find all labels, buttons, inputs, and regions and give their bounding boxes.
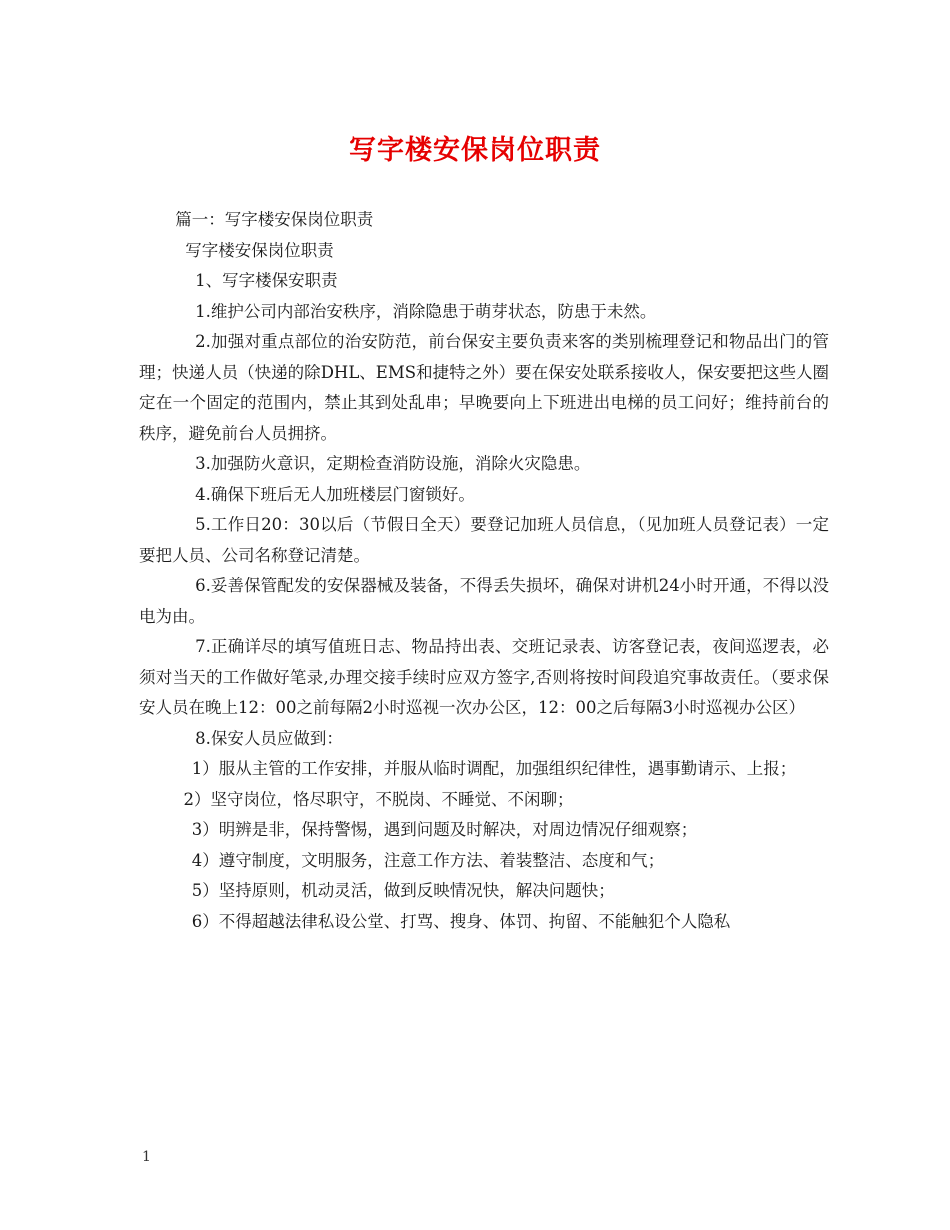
document-body — [139, 205, 829, 937]
paragraph: 2.加强对重点部位的治安防范，前台保安主要负责来客的类别梳理登记和物品出门的管理；快递人员（快递的除DHL、EMS和捷特之外）要在保安处联系接收人，保安要把这些人圈定在一个固定的范围内，禁止其到处乱串；早晚要向上下班进出电梯的员工问好；维持前台的秩序，避免前台人员拥挤。 — [139, 332, 829, 443]
paragraph: 6.妥善保管配发的安保器械及装备，不得丢失损坏，确保对讲机24小时开通，不得以没电为由。 — [139, 576, 829, 626]
paragraph: 4.确保下班后无人加班楼层门窗锁好。 — [195, 484, 475, 504]
list-item: 6）不得超越法律私设公堂、打骂、搜身、体罚、拘留、不能触犯个人隐私 — [191, 911, 731, 931]
list-item: 1）服从主管的工作安排，并服从临时调配，加强组织纪律性，遇事勤请示、上报； — [191, 759, 797, 778]
section-heading: 篇一：写字楼安保岗位职责 — [175, 210, 374, 229]
paragraph: 1.维护公司内部治安秩序，消除隐患于萌芽状态，防患于未然。 — [195, 301, 657, 321]
item-heading: 1、写字楼保安职责 — [195, 271, 338, 290]
list-item: 3）明辨是非，保持警惕，遇到问题及时解决，对周边情况仔细观察； — [191, 820, 698, 839]
list-item: 4）遵守制度，文明服务，注意工作方法、着装整洁、态度和气； — [191, 850, 665, 870]
list-item: 2）坚守岗位，恪尽职守，不脱岗、不睡觉、不闲聊； — [183, 789, 574, 809]
subsection-heading: 写字楼安保岗位职责 — [185, 240, 334, 260]
paragraph: 7.正确详尽的填写值班日志、物品持出表、交班记录表、访客登记表，夜间巡逻表，必须对当天的工作做好笔录,办理交接手续时应双方签字,否则将按时间段追究事故责任。（要求保安人员在晚上12：00之前每隔2小时巡视一次办公区，12：00之后每隔3小时巡视办公区） — [139, 637, 829, 717]
page-number: 1 — [142, 1149, 151, 1165]
list-item: 5）坚持原则，机动灵活，做到反映情况快，解决问题快； — [191, 881, 615, 900]
paragraph: 3.加强防火意识，定期检查消防设施，消除火灾隐患。 — [195, 454, 591, 473]
paragraph: 8.保安人员应做到： — [195, 728, 343, 748]
paragraph: 5.工作日20：30以后（节假日全天）要登记加班人员信息，（见加班人员登记表）一定要把人员、公司名称登记清楚。 — [139, 515, 829, 565]
document-title: 写字楼安保岗位职责 — [349, 135, 601, 166]
